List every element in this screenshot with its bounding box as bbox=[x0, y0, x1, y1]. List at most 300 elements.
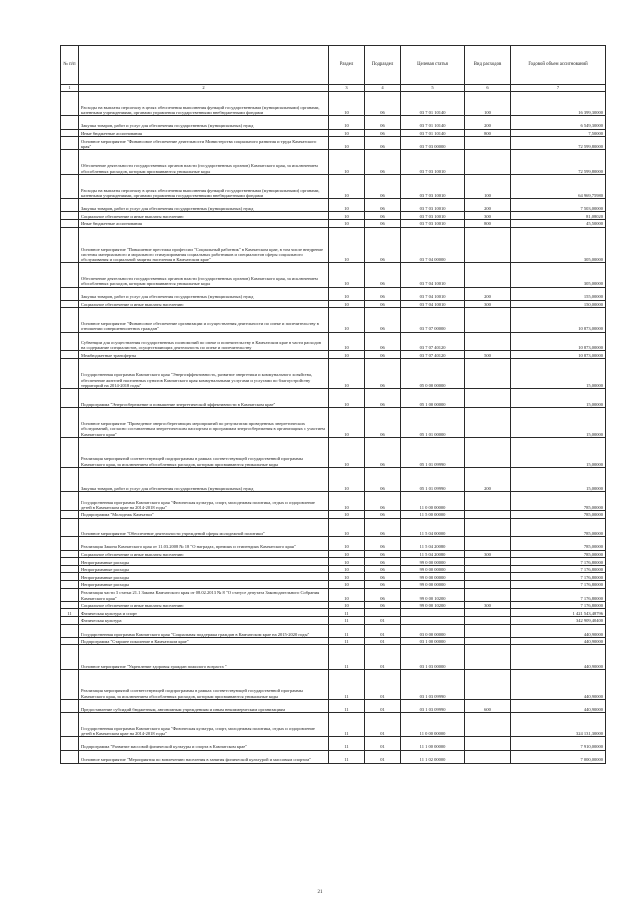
table-row bbox=[61, 116, 606, 129]
row-summa: 1 421 543,48796 bbox=[511, 609, 606, 617]
row-vid-rashodov: 500 bbox=[465, 351, 511, 359]
row-celevaya-statya: 03 7 03 10010 bbox=[401, 219, 465, 227]
header-celevaya: Целевая статья bbox=[401, 46, 465, 85]
row-name: Государственная программа Камчатского края "Социальная поддержка граждан в Камчатском крае на 2015-2020 годы" bbox=[79, 624, 329, 637]
table-row bbox=[61, 550, 606, 558]
row-razdel: 10 bbox=[329, 199, 365, 212]
row-razdel: 10 bbox=[329, 407, 365, 437]
row-podrazdel: 06 bbox=[365, 467, 401, 491]
row-vid-rashodov bbox=[465, 359, 511, 389]
row-podrazdel: 06 bbox=[365, 511, 401, 519]
row-vid-rashodov bbox=[465, 565, 511, 573]
header-vid: Вид расходов bbox=[465, 46, 511, 85]
row-razdel: 11 bbox=[329, 712, 365, 736]
row-podrazdel: 06 bbox=[365, 573, 401, 581]
row-number bbox=[61, 150, 79, 174]
row-number bbox=[61, 699, 79, 712]
row-podrazdel: 06 bbox=[365, 537, 401, 550]
row-razdel: 11 bbox=[329, 645, 365, 669]
row-podrazdel: 06 bbox=[365, 129, 401, 137]
row-celevaya-statya: 03 1 03 09990 bbox=[401, 669, 465, 699]
row-name: Расходы на выплаты персоналу в целях обеспечения выполнения функций государственными (муниципальными) органами, казенными учреждениями, органами управления государственными внебюджетными фондами bbox=[79, 174, 329, 198]
row-podrazdel: 06 bbox=[365, 116, 401, 129]
row-summa: 15,00000 bbox=[511, 437, 606, 467]
table-row bbox=[61, 737, 606, 750]
row-summa: 785,00000 bbox=[511, 518, 606, 537]
row-razdel: 10 bbox=[329, 437, 365, 467]
row-celevaya-statya: 11 1 00 00000 bbox=[401, 737, 465, 750]
row-podrazdel: 06 bbox=[365, 581, 401, 589]
row-celevaya-statya: 03 7 07 40120 bbox=[401, 332, 465, 351]
header-num: № п/п bbox=[61, 46, 79, 85]
table-row bbox=[61, 565, 606, 573]
row-summa: 440,90000 bbox=[511, 699, 606, 712]
row-name: Обеспечение деятельности государственных органов власти (государственных органов) Камчатского края, за исключением обособленных расходов, которым присваиваются уникальные коды bbox=[79, 263, 329, 287]
row-summa: 342 909,40400 bbox=[511, 616, 606, 624]
table-row bbox=[61, 287, 606, 300]
row-celevaya-statya: 03 0 00 00000 bbox=[401, 624, 465, 637]
table-row bbox=[61, 492, 606, 511]
row-number bbox=[61, 437, 79, 467]
table-row bbox=[61, 511, 606, 519]
row-summa: 7 000,00000 bbox=[511, 750, 606, 763]
row-number bbox=[61, 645, 79, 669]
row-razdel: 10 bbox=[329, 581, 365, 589]
table-row bbox=[61, 669, 606, 699]
row-vid-rashodov bbox=[465, 511, 511, 519]
header-razdel: Раздел bbox=[329, 46, 365, 85]
row-number bbox=[61, 263, 79, 287]
row-name: Межбюджетные трансферты bbox=[79, 351, 329, 359]
row-celevaya-statya: 11 0 00 00000 bbox=[401, 712, 465, 736]
row-name: Непрограммные расходы bbox=[79, 573, 329, 581]
row-name: Основное мероприятие "Проведение энергосберегающих мероприятий по результатам проведенных энергетических обследований, согласно составленным энергетическим паспортам и программам энергосбережения в организациях с участием Камчатского края" bbox=[79, 407, 329, 437]
row-podrazdel: 01 bbox=[365, 737, 401, 750]
row-name: Подпрограмма "Молодежь Камчатки" bbox=[79, 511, 329, 519]
row-podrazdel: 06 bbox=[365, 300, 401, 308]
row-number bbox=[61, 287, 79, 300]
row-razdel: 11 bbox=[329, 750, 365, 763]
table-row bbox=[61, 518, 606, 537]
row-razdel: 10 bbox=[329, 287, 365, 300]
row-name: Закупка товаров, работ и услуг для обеспечения государственных (муниципальных) нужд bbox=[79, 199, 329, 212]
row-podrazdel: 01 bbox=[365, 616, 401, 624]
row-vid-rashodov: 200 bbox=[465, 287, 511, 300]
row-celevaya-statya: 99 0 00 10200 bbox=[401, 601, 465, 609]
row-name: Реализация мероприятий соответствующей подпрограммы в рамках соответствующей государственной программы Камчатского края, за исключением обособленных расходов, которым присваиваются уникальные коды bbox=[79, 669, 329, 699]
row-name: Государственная программа Камчатского края "Физическая культура, спорт, молодежная политика, отдых и оздоровление детей в Камчатском крае на 2014-2018 годы" bbox=[79, 492, 329, 511]
row-razdel: 10 bbox=[329, 219, 365, 227]
row-number bbox=[61, 601, 79, 609]
row-summa: 7 176,80000 bbox=[511, 565, 606, 573]
row-razdel: 10 bbox=[329, 389, 365, 408]
table-row bbox=[61, 588, 606, 601]
table-row bbox=[61, 437, 606, 467]
row-summa: 7 176,80000 bbox=[511, 581, 606, 589]
row-vid-rashodov bbox=[465, 263, 511, 287]
row-razdel: 10 bbox=[329, 511, 365, 519]
row-vid-rashodov: 300 bbox=[465, 601, 511, 609]
row-celevaya-statya: 99 0 00 00000 bbox=[401, 565, 465, 573]
table-row bbox=[61, 573, 606, 581]
row-name: Социальное обеспечение и иные выплаты населению bbox=[79, 212, 329, 220]
row-podrazdel: 06 bbox=[365, 558, 401, 566]
row-vid-rashodov: 800 bbox=[465, 129, 511, 137]
row-vid-rashodov bbox=[465, 616, 511, 624]
row-podrazdel: 06 bbox=[365, 263, 401, 287]
table-row bbox=[61, 263, 606, 287]
row-name: Подпрограмма "Энергосбережение и повышение энергетической эффективности в Камчатском крае" bbox=[79, 389, 329, 408]
row-summa: 15,00000 bbox=[511, 359, 606, 389]
row-vid-rashodov bbox=[465, 332, 511, 351]
table-row bbox=[61, 332, 606, 351]
row-podrazdel: 01 bbox=[365, 750, 401, 763]
table-row bbox=[61, 407, 606, 437]
row-celevaya-statya: 11 0 00 00000 bbox=[401, 492, 465, 511]
row-vid-rashodov: 200 bbox=[465, 199, 511, 212]
row-summa: 305,00000 bbox=[511, 263, 606, 287]
row-number bbox=[61, 300, 79, 308]
row-number bbox=[61, 624, 79, 637]
table-row bbox=[61, 212, 606, 220]
row-number bbox=[61, 199, 79, 212]
table-row bbox=[61, 558, 606, 566]
row-podrazdel: 01 bbox=[365, 624, 401, 637]
row-podrazdel: 06 bbox=[365, 407, 401, 437]
table-row bbox=[61, 645, 606, 669]
row-vid-rashodov bbox=[465, 518, 511, 537]
row-podrazdel: 06 bbox=[365, 287, 401, 300]
row-name: Основное мероприятие "Повышение престижа профессии "Социальный работник" в Камчатском крае, в том числе внедрение системы материального и морального стимулирования социальных работников и специалистов сферы социального обслуживания и социальной защиты населения в Камчатском крае" bbox=[79, 227, 329, 263]
row-name: Иные бюджетные ассигнования bbox=[79, 219, 329, 227]
table-row bbox=[61, 601, 606, 609]
row-summa: 10 873,00000 bbox=[511, 308, 606, 332]
row-celevaya-statya: 03 7 04 10010 bbox=[401, 287, 465, 300]
row-name: Обеспечение деятельности государственных органов власти (государственных органов) Камчатского края, за исключением обособленных расходов, которым присваиваются уникальные коды bbox=[79, 150, 329, 174]
table-row bbox=[61, 300, 606, 308]
header-name bbox=[79, 46, 329, 85]
row-celevaya-statya: 11 5 04 20080 bbox=[401, 550, 465, 558]
row-name: Основное мероприятие "Финансовое обеспечение организации и осуществления деятельности по опеке и попечительству в отношении совершеннолетних граждан" bbox=[79, 308, 329, 332]
index-cell: 7 bbox=[511, 85, 606, 92]
table-row bbox=[61, 308, 606, 332]
table-row bbox=[61, 389, 606, 408]
table-row bbox=[61, 351, 606, 359]
row-podrazdel: 06 bbox=[365, 227, 401, 263]
row-podrazdel: 06 bbox=[365, 150, 401, 174]
row-number bbox=[61, 616, 79, 624]
row-summa: 81,08020 bbox=[511, 212, 606, 220]
row-vid-rashodov: 300 bbox=[465, 212, 511, 220]
index-cell: 2 bbox=[79, 85, 329, 92]
table-row bbox=[61, 609, 606, 617]
header-obem: Годовой объем ассигнований bbox=[511, 46, 606, 85]
row-name: Иные бюджетные ассигнования bbox=[79, 129, 329, 137]
row-summa: 16 399,30000 bbox=[511, 92, 606, 116]
row-name: Расходы на выплаты персоналу в целях обеспечения выполнения функций государственными (муниципальными) органами, казенными учреждениями, органами управления государственными внебюджетными фондами bbox=[79, 92, 329, 116]
row-summa: 10 873,00000 bbox=[511, 332, 606, 351]
table-row bbox=[61, 199, 606, 212]
row-name: Основное мероприятие "Укрепление здоровья граждан пожилого возраста " bbox=[79, 645, 329, 669]
table-row bbox=[61, 712, 606, 736]
row-celevaya-statya: 03 7 03 10010 bbox=[401, 150, 465, 174]
row-razdel: 10 bbox=[329, 332, 365, 351]
row-vid-rashodov bbox=[465, 407, 511, 437]
row-podrazdel: 06 bbox=[365, 174, 401, 198]
row-celevaya-statya bbox=[401, 609, 465, 617]
row-vid-rashodov bbox=[465, 645, 511, 669]
row-vid-rashodov: 300 bbox=[465, 300, 511, 308]
table-row bbox=[61, 129, 606, 137]
row-razdel: 11 bbox=[329, 624, 365, 637]
row-vid-rashodov bbox=[465, 137, 511, 150]
row-podrazdel: 06 bbox=[365, 389, 401, 408]
row-number bbox=[61, 550, 79, 558]
row-celevaya-statya: 03 1 03 00000 bbox=[401, 645, 465, 669]
row-number bbox=[61, 407, 79, 437]
row-razdel: 10 bbox=[329, 308, 365, 332]
table-row bbox=[61, 750, 606, 763]
row-celevaya-statya: 11 1 02 00000 bbox=[401, 750, 465, 763]
row-name: Основное мероприятие "Обеспечение деятельности учреждений сферы молодежной политики" bbox=[79, 518, 329, 537]
row-number bbox=[61, 511, 79, 519]
row-name: Основное мероприятие "Мероприятия по вовлечению населения в занятия физической культурой и массовым спортом" bbox=[79, 750, 329, 763]
row-vid-rashodov bbox=[465, 308, 511, 332]
row-razdel: 11 bbox=[329, 669, 365, 699]
row-podrazdel: 06 bbox=[365, 199, 401, 212]
row-number bbox=[61, 332, 79, 351]
row-celevaya-statya: 03 7 07 00000 bbox=[401, 308, 465, 332]
row-summa: 15,00000 bbox=[511, 467, 606, 491]
row-summa: 7 176,80000 bbox=[511, 588, 606, 601]
row-number bbox=[61, 212, 79, 220]
row-podrazdel: 01 bbox=[365, 669, 401, 699]
row-celevaya-statya: 03 7 01 10140 bbox=[401, 116, 465, 129]
row-razdel: 10 bbox=[329, 573, 365, 581]
row-summa: 45,50000 bbox=[511, 219, 606, 227]
row-podrazdel: 06 bbox=[365, 332, 401, 351]
row-celevaya-statya: 99 0 00 00000 bbox=[401, 573, 465, 581]
row-podrazdel: 06 bbox=[365, 137, 401, 150]
row-vid-rashodov bbox=[465, 558, 511, 566]
row-podrazdel bbox=[365, 609, 401, 617]
row-podrazdel: 06 bbox=[365, 601, 401, 609]
row-razdel: 10 bbox=[329, 359, 365, 389]
row-celevaya-statya: 05 0 00 00000 bbox=[401, 359, 465, 389]
row-summa: 324 131,30000 bbox=[511, 712, 606, 736]
row-razdel: 10 bbox=[329, 116, 365, 129]
row-summa: 64 969,75980 bbox=[511, 174, 606, 198]
row-number bbox=[61, 359, 79, 389]
row-podrazdel: 06 bbox=[365, 308, 401, 332]
row-razdel: 10 bbox=[329, 558, 365, 566]
table-row bbox=[61, 699, 606, 712]
row-celevaya-statya: 05 1 01 09990 bbox=[401, 467, 465, 491]
index-cell: 3 bbox=[329, 85, 365, 92]
table-row bbox=[61, 359, 606, 389]
row-number bbox=[61, 712, 79, 736]
row-podrazdel: 06 bbox=[365, 565, 401, 573]
row-celevaya-statya: 05 1 01 00000 bbox=[401, 407, 465, 437]
row-razdel: 10 bbox=[329, 550, 365, 558]
row-number bbox=[61, 573, 79, 581]
row-name: Закупка товаров, работ и услуг для обеспечения государственных (муниципальных) нужд bbox=[79, 287, 329, 300]
row-name: Непрограммные расходы bbox=[79, 558, 329, 566]
row-number bbox=[61, 467, 79, 491]
table-row bbox=[61, 137, 606, 150]
row-celevaya-statya: 05 1 01 09990 bbox=[401, 437, 465, 467]
row-number bbox=[61, 92, 79, 116]
row-number bbox=[61, 492, 79, 511]
row-celevaya-statya: 99 0 00 10200 bbox=[401, 588, 465, 601]
row-number bbox=[61, 637, 79, 645]
row-razdel: 11 bbox=[329, 737, 365, 750]
row-razdel: 10 bbox=[329, 588, 365, 601]
row-name: Субвенции для осуществления государственных полномочий по опеке и попечительству в Камчатском крае в части расходов на содержание специалистов, осуществляющих деятельность по опеке и попечительству bbox=[79, 332, 329, 351]
row-summa: 785,00000 bbox=[511, 511, 606, 519]
row-celevaya-statya: 11 5 04 00000 bbox=[401, 518, 465, 537]
row-razdel: 10 bbox=[329, 263, 365, 287]
row-summa: 7 910,00000 bbox=[511, 737, 606, 750]
row-number bbox=[61, 737, 79, 750]
row-number bbox=[61, 537, 79, 550]
row-razdel: 11 bbox=[329, 637, 365, 645]
row-vid-rashodov: 600 bbox=[465, 699, 511, 712]
row-summa: 7 176,80000 bbox=[511, 573, 606, 581]
row-name: Основное мероприятие "Финансовое обеспечение деятельности Министерства социального развития и труда Камчатского края" bbox=[79, 137, 329, 150]
row-name: Реализация Закона Камчатского края от 11.03.2008 № 18 "О наградах, премиях и стипендиях Камчатского края" bbox=[79, 537, 329, 550]
row-podrazdel: 06 bbox=[365, 550, 401, 558]
row-vid-rashodov bbox=[465, 227, 511, 263]
row-celevaya-statya: 99 0 00 00000 bbox=[401, 558, 465, 566]
row-razdel: 10 bbox=[329, 212, 365, 220]
row-podrazdel: 06 bbox=[365, 351, 401, 359]
row-celevaya-statya: 03 7 03 00000 bbox=[401, 137, 465, 150]
row-name: Государственная программа Камчатского края "Физическая культура, спорт, молодежная политика, отдых и оздоровление детей в Камчатском крае на 2014-2018 годы" bbox=[79, 712, 329, 736]
row-vid-rashodov: 800 bbox=[465, 219, 511, 227]
table-row bbox=[61, 624, 606, 637]
row-podrazdel: 01 bbox=[365, 637, 401, 645]
row-summa: 7 176,80000 bbox=[511, 601, 606, 609]
table-header bbox=[61, 46, 606, 85]
row-celevaya-statya: 03 7 04 10010 bbox=[401, 300, 465, 308]
row-vid-rashodov bbox=[465, 637, 511, 645]
row-razdel: 11 bbox=[329, 609, 365, 617]
index-cell: 6 bbox=[465, 85, 511, 92]
row-summa: 6 549,30000 bbox=[511, 116, 606, 129]
column-index-row bbox=[61, 85, 606, 92]
row-number bbox=[61, 227, 79, 263]
row-razdel: 10 bbox=[329, 351, 365, 359]
row-number bbox=[61, 389, 79, 408]
row-vid-rashodov bbox=[465, 150, 511, 174]
row-celevaya-statya: 03 7 07 40120 bbox=[401, 351, 465, 359]
row-celevaya-statya: 03 7 03 10010 bbox=[401, 199, 465, 212]
row-summa: 7 503,00000 bbox=[511, 199, 606, 212]
row-celevaya-statya: 03 7 03 10010 bbox=[401, 212, 465, 220]
row-vid-rashodov bbox=[465, 437, 511, 467]
row-name: Физическая культура и спорт bbox=[79, 609, 329, 617]
budget-table-sheet bbox=[60, 45, 605, 764]
row-razdel: 10 bbox=[329, 174, 365, 198]
row-razdel: 10 bbox=[329, 129, 365, 137]
row-summa: 305,00000 bbox=[511, 227, 606, 263]
row-summa: 15,00000 bbox=[511, 389, 606, 408]
table-row bbox=[61, 227, 606, 263]
row-podrazdel: 06 bbox=[365, 437, 401, 467]
row-podrazdel: 06 bbox=[365, 518, 401, 537]
row-summa: 440,90000 bbox=[511, 637, 606, 645]
row-summa: 72 599,80000 bbox=[511, 137, 606, 150]
row-celevaya-statya: 03 7 01 10140 bbox=[401, 92, 465, 116]
row-razdel: 10 bbox=[329, 467, 365, 491]
row-podrazdel: 06 bbox=[365, 492, 401, 511]
row-celevaya-statya bbox=[401, 616, 465, 624]
row-vid-rashodov bbox=[465, 750, 511, 763]
row-summa: 10 873,00000 bbox=[511, 351, 606, 359]
index-cell: 4 bbox=[365, 85, 401, 92]
row-razdel: 10 bbox=[329, 565, 365, 573]
row-celevaya-statya: 11 5 00 00000 bbox=[401, 511, 465, 519]
row-podrazdel: 06 bbox=[365, 219, 401, 227]
row-vid-rashodov bbox=[465, 537, 511, 550]
row-name: Реализация мероприятий соответствующей подпрограммы в рамках соответствующей государственной программы Камчатского края, за исключением обособленных расходов, которым присваиваются уникальные коды bbox=[79, 437, 329, 467]
row-name: Предоставление субсидий бюджетным, автономным учреждениям и иным некоммерческим организациям bbox=[79, 699, 329, 712]
row-celevaya-statya: 03 1 00 00000 bbox=[401, 637, 465, 645]
table-row bbox=[61, 637, 606, 645]
row-summa: 440,90000 bbox=[511, 669, 606, 699]
row-podrazdel: 06 bbox=[365, 212, 401, 220]
index-cell: 1 bbox=[61, 85, 79, 92]
row-celevaya-statya: 11 5 04 20080 bbox=[401, 537, 465, 550]
row-summa: 785,00000 bbox=[511, 492, 606, 511]
row-celevaya-statya: 03 7 04 00000 bbox=[401, 227, 465, 263]
row-number bbox=[61, 129, 79, 137]
row-vid-rashodov: 300 bbox=[465, 550, 511, 558]
row-summa: 785,00000 bbox=[511, 550, 606, 558]
row-name: Социальное обеспечение и иные выплаты населению bbox=[79, 601, 329, 609]
row-razdel: 10 bbox=[329, 601, 365, 609]
row-podrazdel: 01 bbox=[365, 712, 401, 736]
row-razdel: 10 bbox=[329, 137, 365, 150]
row-name: Социальное обеспечение и иные выплаты населению bbox=[79, 550, 329, 558]
row-vid-rashodov: 200 bbox=[465, 467, 511, 491]
row-name: Социальное обеспечение и иные выплаты населению bbox=[79, 300, 329, 308]
row-vid-rashodov: 100 bbox=[465, 92, 511, 116]
row-vid-rashodov bbox=[465, 737, 511, 750]
row-summa: 440,90000 bbox=[511, 645, 606, 669]
row-summa: 785,00000 bbox=[511, 537, 606, 550]
row-celevaya-statya: 03 7 01 10140 bbox=[401, 129, 465, 137]
row-name: Закупка товаров, работ и услуг для обеспечения государственных (муниципальных) нужд bbox=[79, 116, 329, 129]
row-razdel: 10 bbox=[329, 92, 365, 116]
row-razdel: 10 bbox=[329, 300, 365, 308]
row-vid-rashodov bbox=[465, 624, 511, 637]
row-vid-rashodov bbox=[465, 573, 511, 581]
row-razdel: 11 bbox=[329, 699, 365, 712]
row-number bbox=[61, 137, 79, 150]
row-vid-rashodov bbox=[465, 588, 511, 601]
table-row bbox=[61, 537, 606, 550]
row-vid-rashodov bbox=[465, 492, 511, 511]
row-podrazdel: 06 bbox=[365, 588, 401, 601]
row-number bbox=[61, 669, 79, 699]
row-name: Государственная программа Камчатского края "Энергоэффективность, развитие энергетики и коммунального хозяйства, обеспечение жителей населенных пунктов Камчатского края коммунальными услугами и услугами по благоустройству территорий на 2014-2018 годы" bbox=[79, 359, 329, 389]
row-vid-rashodov: 200 bbox=[465, 116, 511, 129]
row-celevaya-statya: 03 7 04 10010 bbox=[401, 263, 465, 287]
row-vid-rashodov: 100 bbox=[465, 174, 511, 198]
row-podrazdel: 06 bbox=[365, 92, 401, 116]
